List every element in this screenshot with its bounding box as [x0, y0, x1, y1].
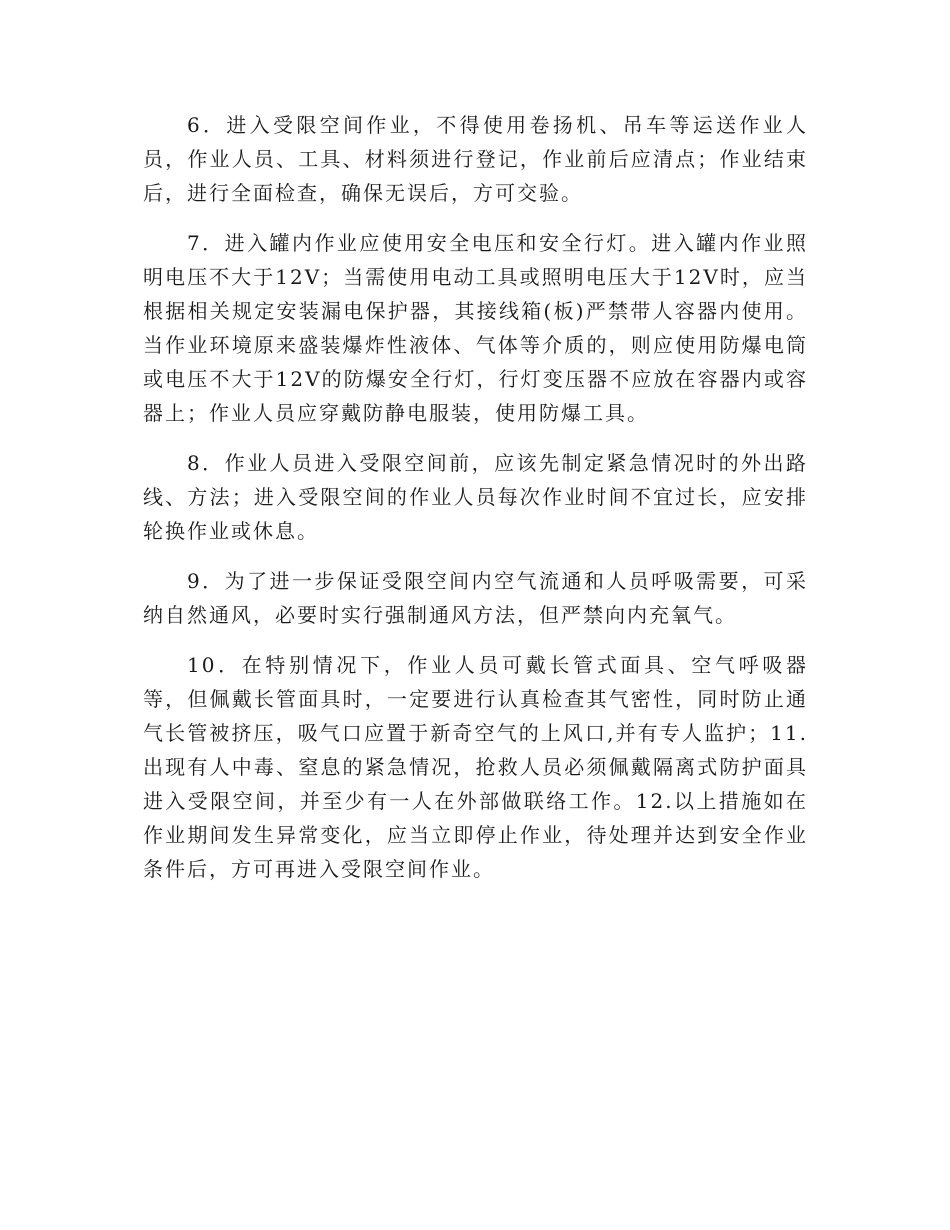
- paragraph-7: 7．进入罐内作业应使用安全电压和安全行灯。进入罐内作业照明电压不大于12V；当需使用电动工具或照明电压大于12V时，应当根据相关规定安装漏电保护器，其接线箱(板)严禁带人容器内使用。当作业环境原来盛装爆炸性液体、气体等介质的，则应使用防爆电筒或电压不大于12V的防爆安全行灯，行灯变压器不应放在容器内或容器上；作业人员应穿戴防静电服装，使用防爆工具。: [143, 231, 808, 425]
- paragraph-6: 6．进入受限空间作业，不得使用卷扬机、吊车等运送作业人员，作业人员、工具、材料须进行登记，作业前后应清点；作业结束后，进行全面检查，确保无误后，方可交验。: [143, 113, 808, 205]
- paragraph-9: 9．为了进一步保证受限空间内空气流通和人员呼吸需要，可采纳自然通风，必要时实行强制通风方法，但严禁向内充氧气。: [143, 569, 808, 627]
- paragraph-10: 10．在特别情况下，作业人员可戴长管式面具、空气呼吸器等，但佩戴长管面具时，一定要进行认真检查其气密性，同时防止通气长管被挤压，吸气口应置于新奇空气的上风口,并有专人监护；11.出现有人中毒、窒息的紧急情况，抢救人员必须佩戴隔离式防护面具进入受限空间，并至少有一人在外部做联络工作。12.以上措施如在作业期间发生异常变化，应当立即停止作业，待处理并达到安全作业条件后，方可再进入受限空间作业。: [143, 653, 808, 881]
- document-body: [143, 108, 808, 902]
- paragraph-8: 8．作业人员进入受限空间前，应该先制定紧急情况时的外出路线、方法；进入受限空间的作业人员每次作业时间不宜过长，应安排轮换作业或休息。: [143, 451, 808, 543]
